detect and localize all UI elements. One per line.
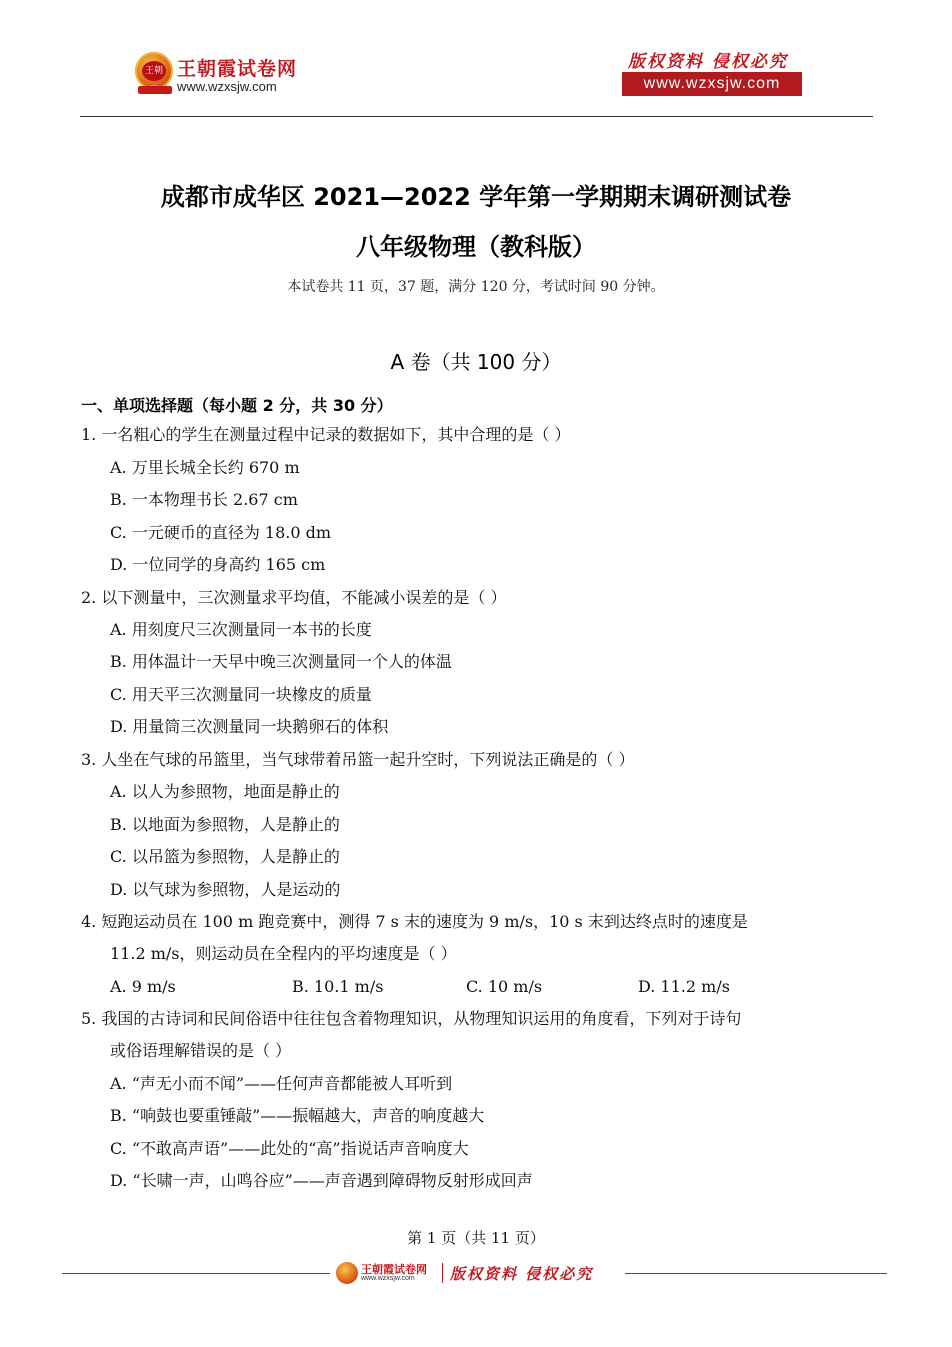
question-3-stem: 3. 人坐在气球的吊篮里，当气球带着吊篮一起升空时，下列说法正确是的（ ） (81, 750, 635, 769)
website-url-banner: www.wzxsjw.com (622, 72, 802, 96)
question-5-option-d: D. “长啸一声，山鸣谷应”——声音遇到障碍物反射形成回声 (110, 1171, 533, 1190)
question-4-option-b: B. 10.1 m/s (292, 977, 384, 996)
question-4-option-a: A. 9 m/s (110, 977, 176, 996)
footer-logo-url: www.wzxsjw.com (361, 1275, 415, 1282)
question-2-option-d: D. 用量筒三次测量同一块鹅卵石的体积 (110, 717, 389, 736)
question-3-option-c: C. 以吊篮为参照物，人是静止的 (110, 847, 340, 866)
question-4-option-c: C. 10 m/s (466, 977, 543, 996)
question-2-option-a: A. 用刻度尺三次测量同一本书的长度 (110, 620, 372, 639)
paper-a-heading: A 卷（共 100 分） (390, 350, 562, 374)
question-1-stem: 1. 一名粗心的学生在测量过程中记录的数据如下，其中合理的是（ ） (81, 425, 571, 444)
question-2-option-c: C. 用天平三次测量同一块橡皮的质量 (110, 685, 372, 704)
copyright-slogan: 版权资料 侵权必究 (628, 52, 788, 72)
question-5-option-a: A. “声无小而不闻”——任何声音都能被人耳听到 (110, 1074, 453, 1093)
logo-badge-text: 王朝 (142, 61, 166, 81)
footer-separator (442, 1263, 443, 1283)
question-1-option-b: B. 一本物理书长 2.67 cm (110, 490, 298, 509)
footer-divider-left (62, 1273, 330, 1274)
question-1-option-a: A. 万里长城全长约 670 m (110, 458, 300, 477)
logo-url: www.wzxsjw.com (177, 79, 277, 94)
question-1-option-c: C. 一元硬币的直径为 18.0 dm (110, 523, 332, 542)
question-5-option-b: B. “响鼓也要重锤敲”——振幅越大，声音的响度越大 (110, 1106, 485, 1125)
question-3-option-b: B. 以地面为参照物，人是静止的 (110, 815, 340, 834)
footer-logo-icon (336, 1262, 358, 1284)
question-2-stem: 2. 以下测量中，三次测量求平均值，不能减小误差的是（ ） (81, 588, 507, 607)
logo-badge-icon (135, 52, 173, 90)
exam-info: 本试卷共 11 页，37 题，满分 120 分，考试时间 90 分钟。 (287, 279, 665, 295)
logo-name: 王朝霞试卷网 (177, 58, 298, 80)
header-divider (80, 116, 873, 117)
question-1-option-d: D. 一位同学的身高约 165 cm (110, 555, 326, 574)
exam-title: 成都市成华区 2021—2022 学年第一学期期末调研测试卷 (160, 183, 792, 211)
logo-ribbon-icon (138, 86, 172, 94)
question-2-option-b: B. 用体温计一天早中晚三次测量同一个人的体温 (110, 652, 452, 671)
footer-slogan: 版权资料 侵权必究 (450, 1265, 594, 1283)
question-5-stem: 5. 我国的古诗词和民间俗语中往往包含着物理知识，从物理知识运用的角度看，下列对于诗句 (81, 1009, 742, 1028)
question-5-option-c: C. “不敢高声语”——此处的“高”指说话声音响度大 (110, 1139, 469, 1158)
section-heading: 一、单项选择题（每小题 2 分，共 30 分） (81, 396, 393, 415)
question-4-stem-continued: 11.2 m/s，则运动员在全程内的平均速度是（ ） (110, 944, 457, 963)
footer-divider-right (625, 1273, 887, 1274)
question-3-option-d: D. 以气球为参照物，人是运动的 (110, 880, 341, 899)
footer-logo-name: 王朝霞试卷网 (361, 1263, 427, 1276)
question-3-option-a: A. 以人为参照物，地面是静止的 (110, 782, 340, 801)
exam-subtitle: 八年级物理（教科版） (356, 233, 596, 261)
page-number: 第 1 页（共 11 页） (407, 1229, 545, 1247)
site-logo (135, 50, 315, 98)
question-4-stem: 4. 短跑运动员在 100 m 跑竞赛中，测得 7 s 末的速度为 9 m/s，10 s 末到达终点时的速度是 (81, 912, 748, 931)
question-4-option-d: D. 11.2 m/s (638, 977, 730, 996)
question-5-stem-continued: 或俗语理解错误的是（ ） (110, 1041, 292, 1060)
